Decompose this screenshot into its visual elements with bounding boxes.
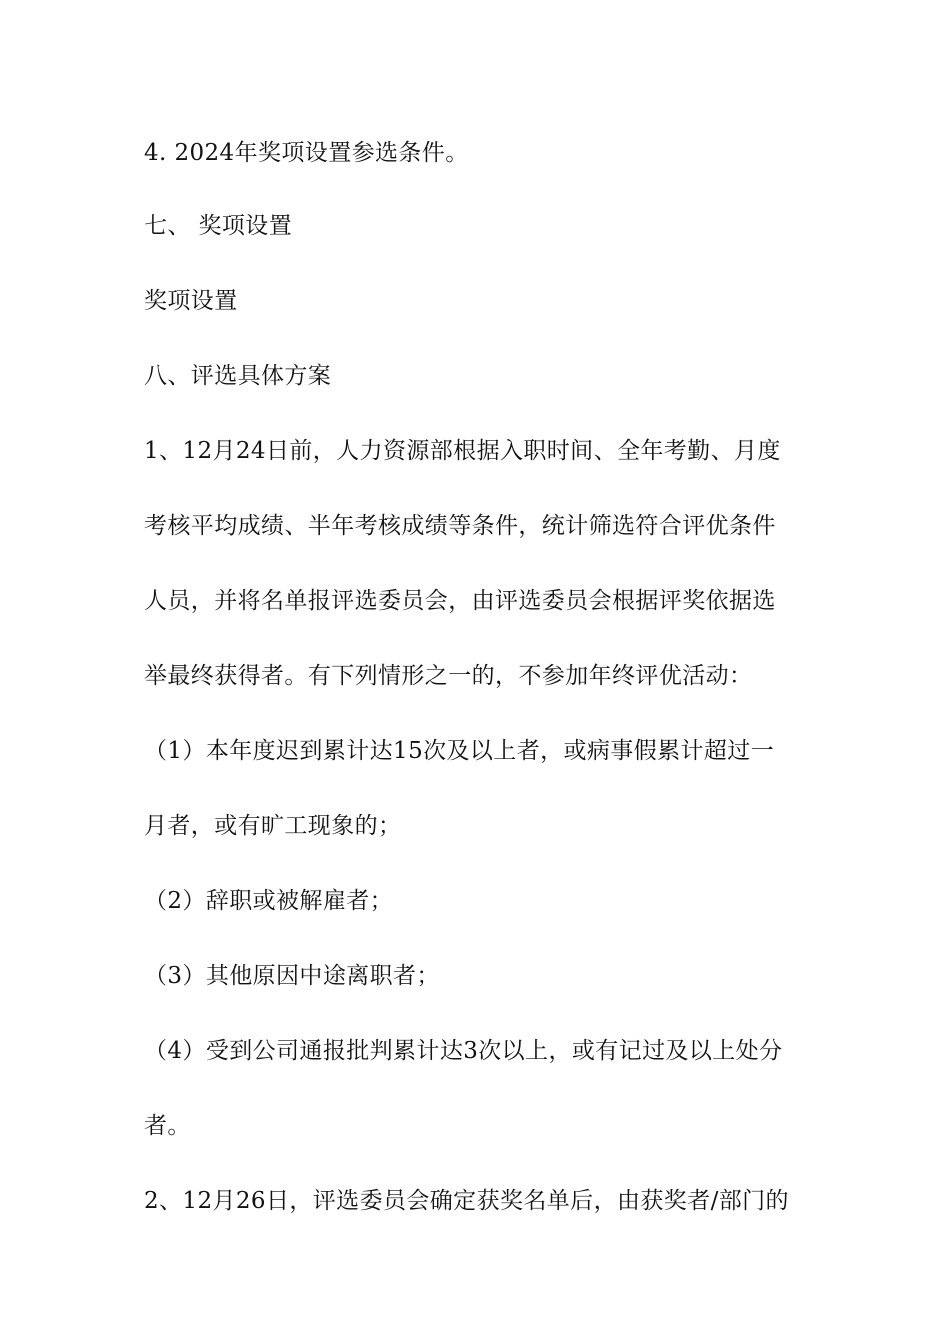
list-item-line: 者。 [144,1113,191,1139]
item-heading-award-conditions: 4. 2024年奖项设置参选条件。 [144,140,469,166]
list-item-line: （4）受到公司通报批判累计达3次以上，或有记过及以上处分 [144,1038,783,1064]
paragraph-line: 1、12月24日前，人力资源部根据入职时间、全年考勤、月度 [144,438,781,464]
paragraph-line: 人员，并将名单报评选委员会，由评选委员会根据评奖依据选 [144,588,776,614]
list-item-line: （3）其他原因中途离职者； [144,963,440,989]
paragraph-line: 2、12月26日，评选委员会确定获奖名单后，由获奖者/部门的 [144,1188,789,1214]
section-heading-award-settings: 七、 奖项设置 [144,213,293,239]
list-item-line: 月者，或有旷工现象的； [144,813,402,839]
paragraph-line: 考核平均成绩、半年考核成绩等条件，统计筛选符合评优条件 [144,513,776,539]
paragraph-award-settings: 奖项设置 [144,288,238,314]
list-item-line: （2）辞职或被解雇者； [144,888,394,914]
list-item-line: （1）本年度迟到累计达15次及以上者，或病事假累计超过一 [144,738,775,764]
paragraph-line: 举最终获得者。有下列情形之一的，不参加年终评优活动： [144,663,753,689]
section-heading-selection-plan: 八、评选具体方案 [144,363,332,389]
